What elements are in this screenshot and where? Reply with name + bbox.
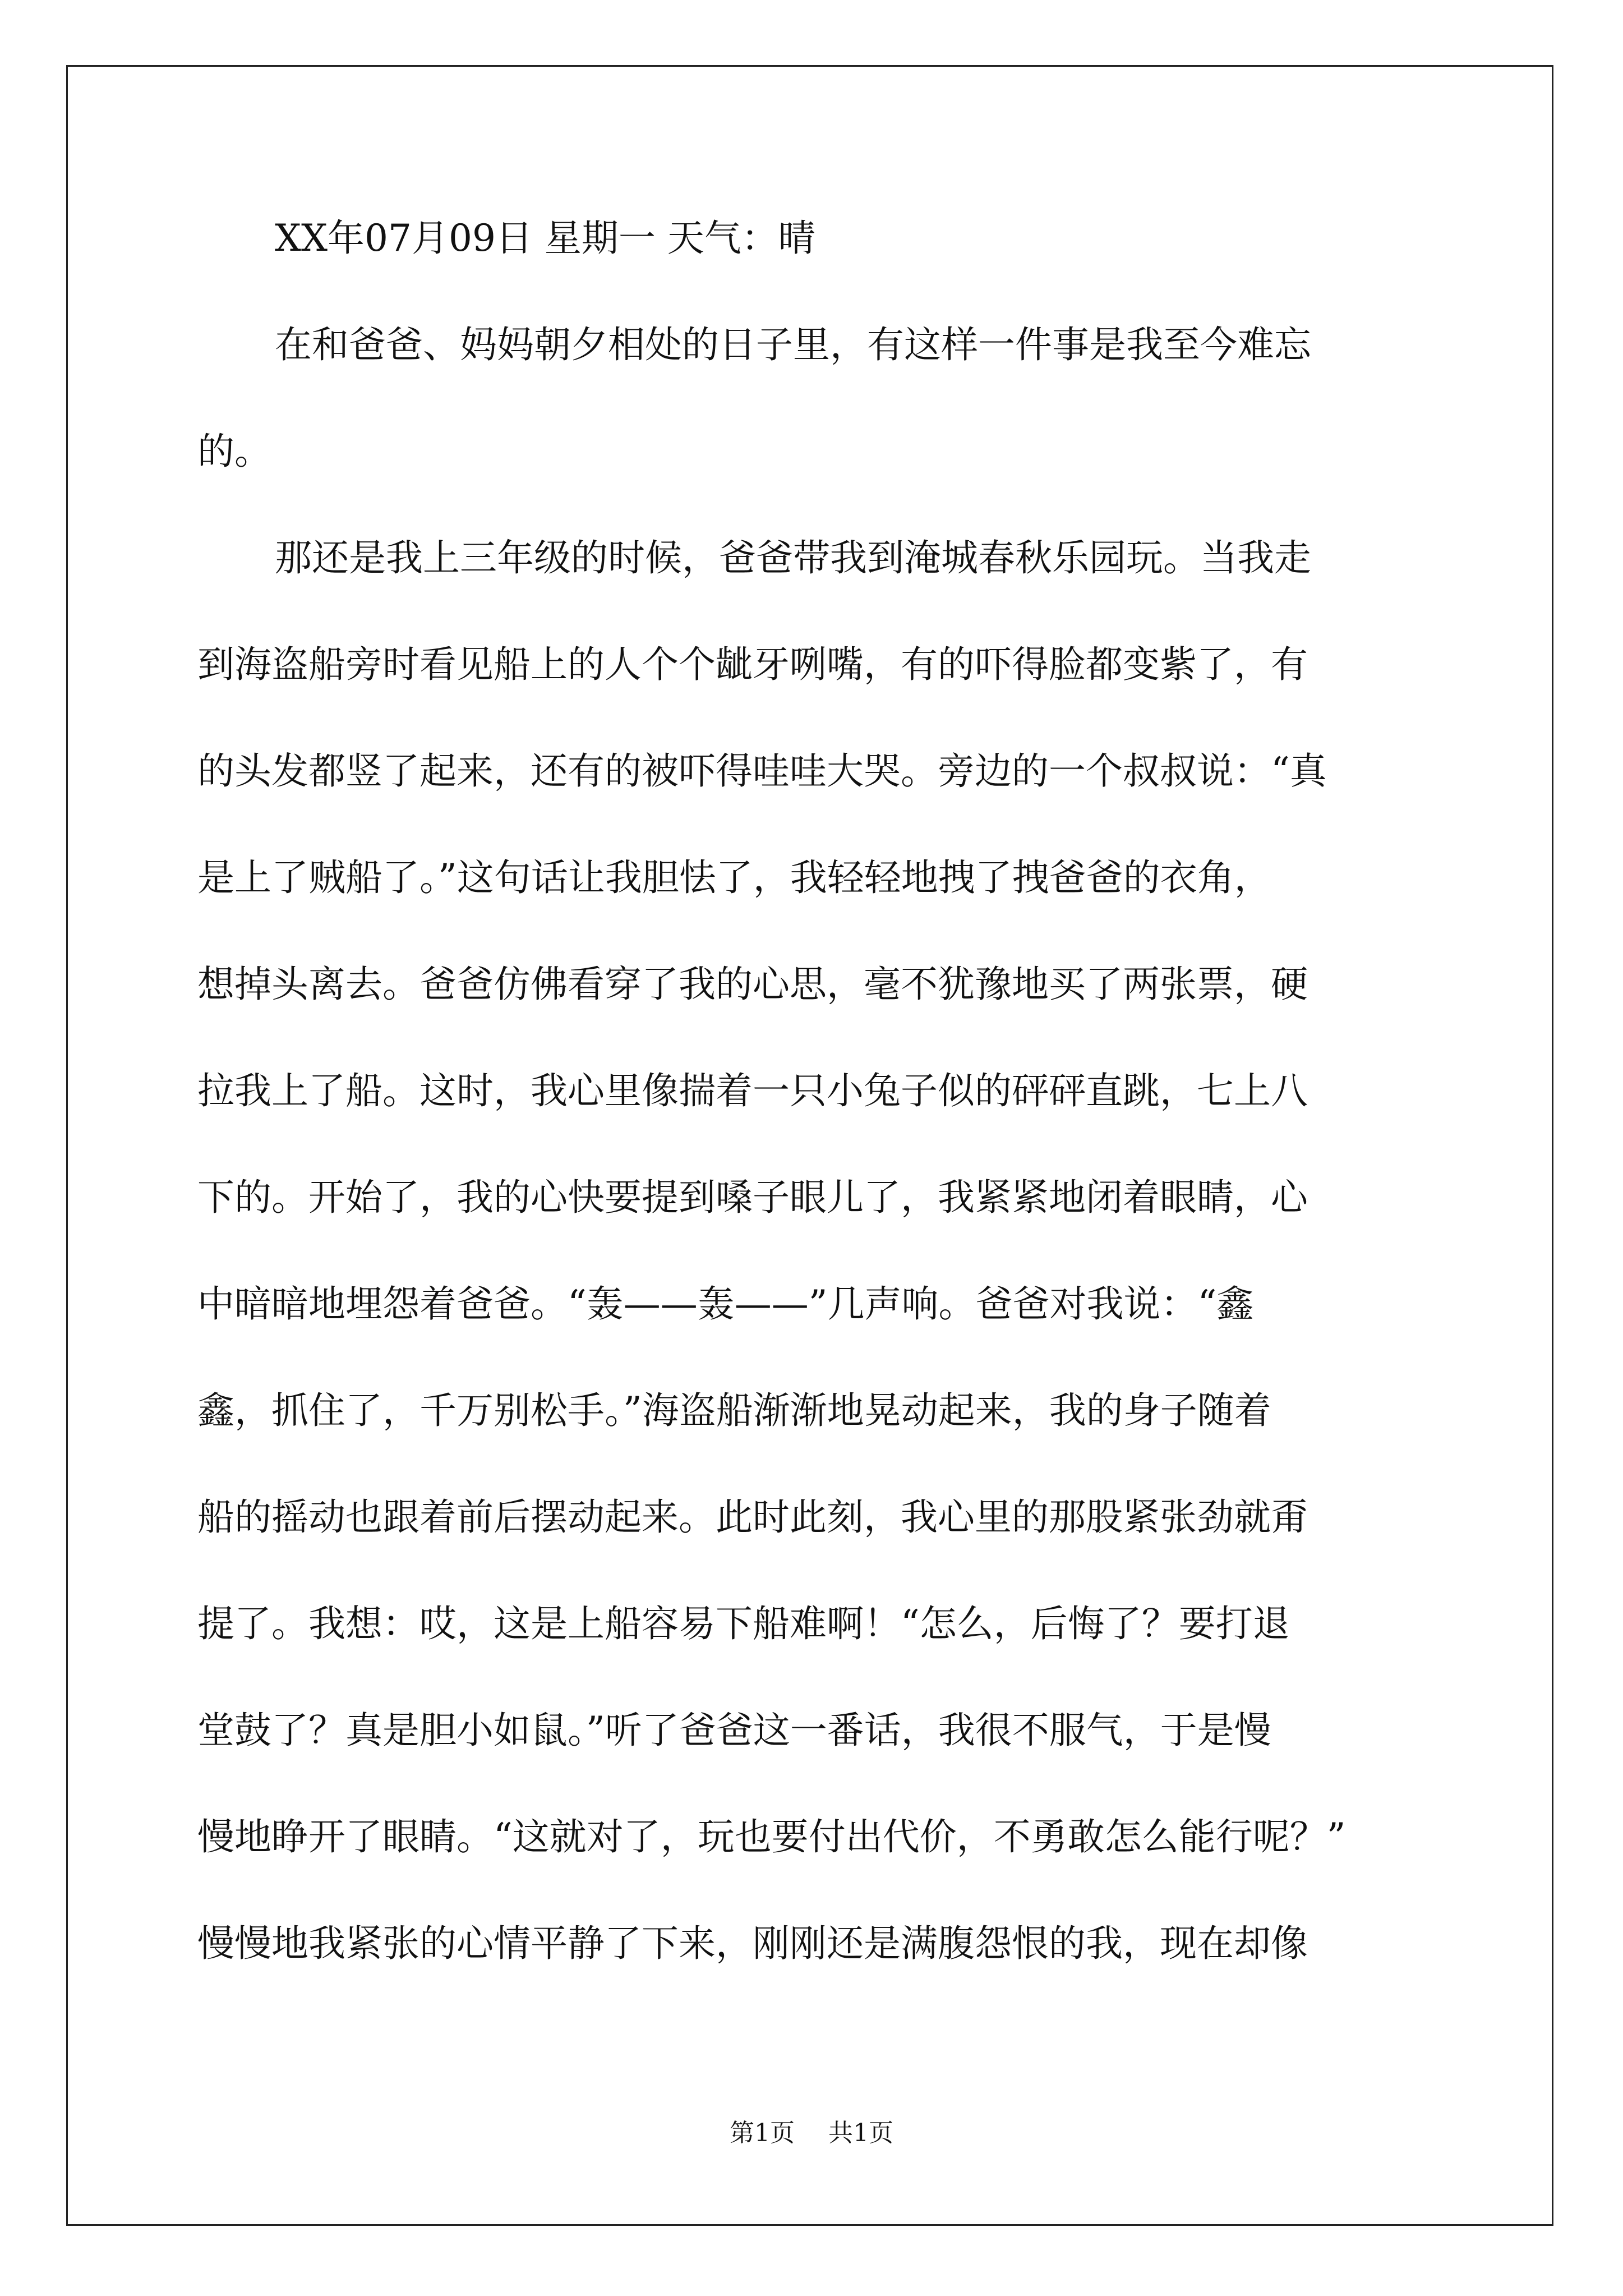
- page-border: [66, 65, 1553, 2226]
- diary-date-weather-line: XX年07月09日 星期一 天气：晴: [275, 217, 815, 260]
- page-footer: [0, 2118, 1623, 2149]
- text-line-10: 中暗暗地埋怨着爸爸。“轰——轰——”几声响。爸爸对我说：“鑫: [197, 1282, 1254, 1326]
- text-line-13: 提了。我想：哎，这是上船容易下船难啊！“怎么，后悔了？要打退: [197, 1602, 1290, 1645]
- text-line-3: 那还是我上三年级的时候，爸爸带我到淹城春秋乐园玩。当我走: [275, 536, 1311, 579]
- text-line-16: 慢慢地我紧张的心情平静了下来，刚刚还是满腹怨恨的我，现在却像: [197, 1922, 1308, 1965]
- text-line-14: 堂鼓了？真是胆小如鼠。”听了爸爸这一番话，我很不服气，于是慢: [197, 1709, 1271, 1752]
- text-line-4: 到海盗船旁时看见船上的人个个龇牙咧嘴，有的吓得脸都变紫了，有: [197, 643, 1308, 686]
- text-line-8: 拉我上了船。这时，我心里像揣着一只小兔子似的砰砰直跳，七上八: [197, 1069, 1308, 1112]
- text-line-1: 在和爸爸、妈妈朝夕相处的日子里，有这样一件事是我至今难忘: [275, 323, 1311, 366]
- text-line-7: 想掉头离去。爸爸仿佛看穿了我的心思，毫不犹豫地买了两张票，硬: [197, 963, 1308, 1006]
- text-line-12: 船的摇动也跟着前后摆动起来。此时此刻，我心里的那股紧张劲就甭: [197, 1496, 1308, 1539]
- text-line-9: 下的。开始了，我的心快要提到嗓子眼儿了，我紧紧地闭着眼睛，心: [197, 1176, 1308, 1219]
- text-line-5: 的头发都竖了起来，还有的被吓得哇哇大哭。旁边的一个叔叔说：“真: [197, 749, 1327, 793]
- text-line-2: 的。: [197, 430, 271, 473]
- text-line-15: 慢地睁开了眼睛。“这就对了，玩也要付出代价，不勇敢怎么能行呢？”: [197, 1815, 1346, 1858]
- text-line-11: 鑫，抓住了，千万别松手。”海盗船渐渐地晃动起来，我的身子随着: [197, 1389, 1271, 1432]
- page-number-current: 第1页: [730, 2119, 795, 2147]
- page-number-total: 共1页: [828, 2119, 893, 2147]
- text-line-6: 是上了贼船了。”这句话让我胆怯了，我轻轻地拽了拽爸爸的衣角，: [197, 856, 1271, 899]
